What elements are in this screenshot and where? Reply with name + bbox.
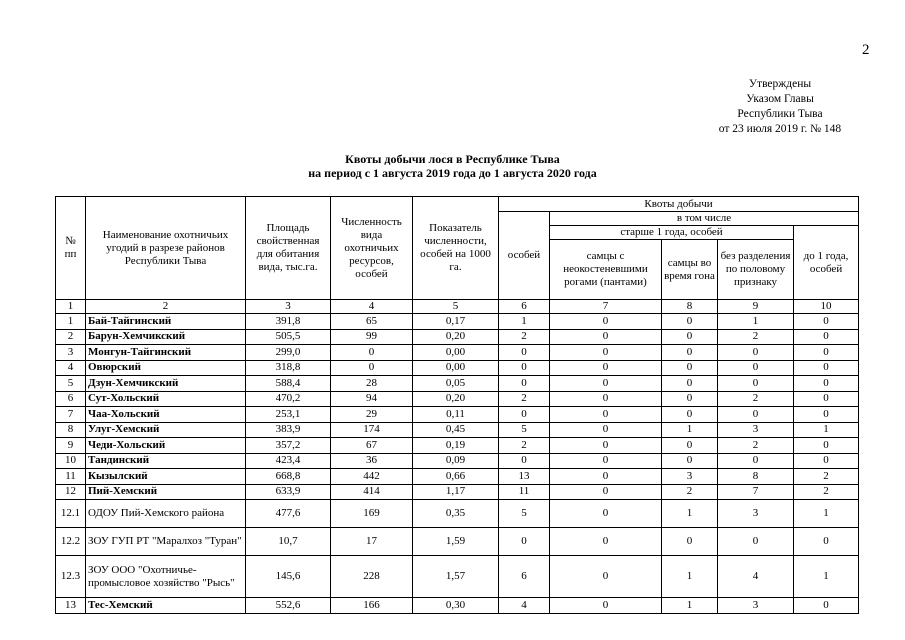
males-rut-cell: 0 bbox=[662, 360, 718, 376]
table-row bbox=[56, 438, 859, 454]
no-sex-cell: 4 bbox=[718, 556, 794, 598]
males-rut-cell: 3 bbox=[662, 469, 718, 485]
table-row bbox=[56, 329, 859, 345]
column-number: 4 bbox=[331, 300, 413, 314]
count-cell: 414 bbox=[331, 484, 413, 500]
males-antlers-cell: 0 bbox=[550, 528, 662, 556]
approval-date: от 23 июля 2019 г. № 148 bbox=[718, 123, 842, 135]
males-rut-cell: 1 bbox=[662, 500, 718, 528]
density-cell: 0,00 bbox=[413, 345, 499, 361]
under1-cell: 2 bbox=[794, 484, 859, 500]
no-sex-cell: 0 bbox=[718, 453, 794, 469]
individuals-cell: 5 bbox=[499, 422, 550, 438]
row-number: 12.1 bbox=[56, 500, 86, 528]
table-row bbox=[56, 407, 859, 423]
no-sex-cell: 3 bbox=[718, 598, 794, 614]
density-cell: 1,57 bbox=[413, 556, 499, 598]
count-cell: 65 bbox=[331, 314, 413, 330]
header-older: старше 1 года, особей bbox=[550, 226, 794, 240]
count-cell: 166 bbox=[331, 598, 413, 614]
row-number: 12.2 bbox=[56, 528, 86, 556]
district-name: Монгун-Тайгинский bbox=[86, 345, 246, 361]
district-name: ЗОУ ООО "Охотничье-промысловое хозяйство "Рысь" bbox=[86, 556, 246, 598]
males-antlers-cell: 0 bbox=[550, 484, 662, 500]
column-number-row bbox=[56, 300, 859, 314]
area-cell: 477,6 bbox=[246, 500, 331, 528]
column-number: 9 bbox=[718, 300, 794, 314]
density-cell: 0,66 bbox=[413, 469, 499, 485]
individuals-cell: 13 bbox=[499, 469, 550, 485]
count-cell: 94 bbox=[331, 391, 413, 407]
density-cell: 0,45 bbox=[413, 422, 499, 438]
no-sex-cell: 0 bbox=[718, 376, 794, 392]
district-name: Дзун-Хемчикский bbox=[86, 376, 246, 392]
table-row bbox=[56, 484, 859, 500]
density-cell: 0,17 bbox=[413, 314, 499, 330]
males-antlers-cell: 0 bbox=[550, 469, 662, 485]
individuals-cell: 0 bbox=[499, 360, 550, 376]
under1-cell: 2 bbox=[794, 469, 859, 485]
area-cell: 318,8 bbox=[246, 360, 331, 376]
males-rut-cell: 1 bbox=[662, 598, 718, 614]
district-name: Тандинский bbox=[86, 453, 246, 469]
column-number: 2 bbox=[86, 300, 246, 314]
table-row bbox=[56, 469, 859, 485]
density-cell: 0,09 bbox=[413, 453, 499, 469]
header-including: в том числе bbox=[550, 212, 859, 226]
males-antlers-cell: 0 bbox=[550, 314, 662, 330]
males-antlers-cell: 0 bbox=[550, 556, 662, 598]
column-number: 5 bbox=[413, 300, 499, 314]
individuals-cell: 11 bbox=[499, 484, 550, 500]
males-rut-cell: 0 bbox=[662, 329, 718, 345]
area-cell: 10,7 bbox=[246, 528, 331, 556]
under1-cell: 0 bbox=[794, 345, 859, 361]
district-name: ЗОУ ГУП РТ "Маралхоз "Туран" bbox=[86, 528, 246, 556]
area-cell: 253,1 bbox=[246, 407, 331, 423]
density-cell: 0,00 bbox=[413, 360, 499, 376]
males-antlers-cell: 0 bbox=[550, 391, 662, 407]
under1-cell: 0 bbox=[794, 528, 859, 556]
density-cell: 0,19 bbox=[413, 438, 499, 454]
males-antlers-cell: 0 bbox=[550, 345, 662, 361]
individuals-cell: 6 bbox=[499, 556, 550, 598]
individuals-cell: 2 bbox=[499, 438, 550, 454]
district-name: Чаа-Хольский bbox=[86, 407, 246, 423]
table-body bbox=[56, 300, 859, 614]
under1-cell: 0 bbox=[794, 329, 859, 345]
no-sex-cell: 2 bbox=[718, 438, 794, 454]
district-name: Чеди-Хольский bbox=[86, 438, 246, 454]
table-row bbox=[56, 360, 859, 376]
males-antlers-cell: 0 bbox=[550, 453, 662, 469]
header-individuals: особей bbox=[499, 212, 550, 300]
under1-cell: 0 bbox=[794, 376, 859, 392]
table-row bbox=[56, 598, 859, 614]
no-sex-cell: 0 bbox=[718, 407, 794, 423]
table-row bbox=[56, 376, 859, 392]
males-antlers-cell: 0 bbox=[550, 598, 662, 614]
under1-cell: 0 bbox=[794, 391, 859, 407]
individuals-cell: 0 bbox=[499, 528, 550, 556]
table-row bbox=[56, 345, 859, 361]
count-cell: 0 bbox=[331, 345, 413, 361]
under1-cell: 1 bbox=[794, 422, 859, 438]
individuals-cell: 0 bbox=[499, 407, 550, 423]
table-row bbox=[56, 556, 859, 598]
no-sex-cell: 0 bbox=[718, 528, 794, 556]
approval-stamp bbox=[700, 77, 860, 137]
area-cell: 145,6 bbox=[246, 556, 331, 598]
density-cell: 0,20 bbox=[413, 391, 499, 407]
district-name: Овюрский bbox=[86, 360, 246, 376]
district-name: Бай-Тайгинский bbox=[86, 314, 246, 330]
no-sex-cell: 2 bbox=[718, 391, 794, 407]
area-cell: 588,4 bbox=[246, 376, 331, 392]
document-title: Квоты добычи лося в Республике Тыва bbox=[345, 152, 560, 166]
males-antlers-cell: 0 bbox=[550, 500, 662, 528]
page-number: 2 bbox=[862, 42, 870, 58]
count-cell: 442 bbox=[331, 469, 413, 485]
district-name: Сут-Хольский bbox=[86, 391, 246, 407]
no-sex-cell: 7 bbox=[718, 484, 794, 500]
header-area: Площадь свойственная для обитания вида, тыс.га. bbox=[246, 197, 331, 300]
area-cell: 299,0 bbox=[246, 345, 331, 361]
males-rut-cell: 0 bbox=[662, 314, 718, 330]
table-row bbox=[56, 453, 859, 469]
under1-cell: 0 bbox=[794, 598, 859, 614]
under1-cell: 0 bbox=[794, 453, 859, 469]
under1-cell: 0 bbox=[794, 438, 859, 454]
under1-cell: 1 bbox=[794, 556, 859, 598]
no-sex-cell: 2 bbox=[718, 329, 794, 345]
males-antlers-cell: 0 bbox=[550, 376, 662, 392]
area-cell: 552,6 bbox=[246, 598, 331, 614]
column-number: 3 bbox=[246, 300, 331, 314]
column-number: 7 bbox=[550, 300, 662, 314]
header-under1: до 1 года, особей bbox=[794, 226, 859, 300]
males-rut-cell: 0 bbox=[662, 391, 718, 407]
count-cell: 228 bbox=[331, 556, 413, 598]
males-rut-cell: 2 bbox=[662, 484, 718, 500]
under1-cell: 1 bbox=[794, 500, 859, 528]
count-cell: 29 bbox=[331, 407, 413, 423]
no-sex-cell: 0 bbox=[718, 345, 794, 361]
header-males-antlers: самцы с неокостеневшими рогами (пантами) bbox=[550, 240, 662, 300]
count-cell: 99 bbox=[331, 329, 413, 345]
count-cell: 28 bbox=[331, 376, 413, 392]
density-cell: 1,59 bbox=[413, 528, 499, 556]
row-number: 6 bbox=[56, 391, 86, 407]
header-males-rut: самцы во время гона bbox=[662, 240, 718, 300]
males-rut-cell: 0 bbox=[662, 528, 718, 556]
approval-line: Утверждены bbox=[748, 78, 812, 90]
table-row bbox=[56, 391, 859, 407]
area-cell: 391,8 bbox=[246, 314, 331, 330]
district-name: ОДОУ Пий-Хемского района bbox=[86, 500, 246, 528]
row-number: 5 bbox=[56, 376, 86, 392]
area-cell: 383,9 bbox=[246, 422, 331, 438]
approval-line: Республики Тыва bbox=[737, 108, 823, 120]
area-cell: 505,5 bbox=[246, 329, 331, 345]
area-cell: 668,8 bbox=[246, 469, 331, 485]
count-cell: 36 bbox=[331, 453, 413, 469]
individuals-cell: 5 bbox=[499, 500, 550, 528]
individuals-cell: 0 bbox=[499, 345, 550, 361]
row-number: 12.3 bbox=[56, 556, 86, 598]
males-rut-cell: 0 bbox=[662, 407, 718, 423]
column-number: 10 bbox=[794, 300, 859, 314]
header-no-sex: без разделения по половому признаку bbox=[718, 240, 794, 300]
individuals-cell: 0 bbox=[499, 376, 550, 392]
no-sex-cell: 0 bbox=[718, 360, 794, 376]
area-cell: 633,9 bbox=[246, 484, 331, 500]
approval-line: Указом Главы bbox=[746, 93, 814, 105]
density-cell: 0,05 bbox=[413, 376, 499, 392]
table-header bbox=[56, 197, 859, 300]
males-antlers-cell: 0 bbox=[550, 422, 662, 438]
table-row bbox=[56, 528, 859, 556]
header-density: Показатель численности, особей на 1000 га. bbox=[413, 197, 499, 300]
area-cell: 357,2 bbox=[246, 438, 331, 454]
individuals-cell: 2 bbox=[499, 329, 550, 345]
row-number: 4 bbox=[56, 360, 86, 376]
table-row bbox=[56, 500, 859, 528]
under1-cell: 0 bbox=[794, 360, 859, 376]
table-row bbox=[56, 422, 859, 438]
district-name: Кызылский bbox=[86, 469, 246, 485]
district-name: Улуг-Хемский bbox=[86, 422, 246, 438]
no-sex-cell: 3 bbox=[718, 422, 794, 438]
row-number: 11 bbox=[56, 469, 86, 485]
row-number: 1 bbox=[56, 314, 86, 330]
count-cell: 174 bbox=[331, 422, 413, 438]
individuals-cell: 4 bbox=[499, 598, 550, 614]
males-antlers-cell: 0 bbox=[550, 407, 662, 423]
area-cell: 423,4 bbox=[246, 453, 331, 469]
column-number: 8 bbox=[662, 300, 718, 314]
row-number: 13 bbox=[56, 598, 86, 614]
males-rut-cell: 0 bbox=[662, 453, 718, 469]
no-sex-cell: 3 bbox=[718, 500, 794, 528]
header-quotas: Квоты добычи bbox=[499, 197, 859, 212]
row-number: 3 bbox=[56, 345, 86, 361]
district-name: Тес-Хемский bbox=[86, 598, 246, 614]
count-cell: 17 bbox=[331, 528, 413, 556]
no-sex-cell: 8 bbox=[718, 469, 794, 485]
count-cell: 169 bbox=[331, 500, 413, 528]
row-number: 8 bbox=[56, 422, 86, 438]
males-antlers-cell: 0 bbox=[550, 329, 662, 345]
row-number: 9 bbox=[56, 438, 86, 454]
density-cell: 0,20 bbox=[413, 329, 499, 345]
individuals-cell: 0 bbox=[499, 453, 550, 469]
males-rut-cell: 0 bbox=[662, 376, 718, 392]
under1-cell: 0 bbox=[794, 314, 859, 330]
row-number: 10 bbox=[56, 453, 86, 469]
row-number: 12 bbox=[56, 484, 86, 500]
density-cell: 1,17 bbox=[413, 484, 499, 500]
males-rut-cell: 0 bbox=[662, 345, 718, 361]
density-cell: 0,35 bbox=[413, 500, 499, 528]
density-cell: 0,30 bbox=[413, 598, 499, 614]
males-antlers-cell: 0 bbox=[550, 360, 662, 376]
individuals-cell: 2 bbox=[499, 391, 550, 407]
males-rut-cell: 1 bbox=[662, 422, 718, 438]
males-rut-cell: 0 bbox=[662, 438, 718, 454]
quota-table bbox=[55, 196, 859, 614]
under1-cell: 0 bbox=[794, 407, 859, 423]
males-rut-cell: 1 bbox=[662, 556, 718, 598]
header-nn: № пп bbox=[56, 197, 86, 300]
males-antlers-cell: 0 bbox=[550, 438, 662, 454]
individuals-cell: 1 bbox=[499, 314, 550, 330]
density-cell: 0,11 bbox=[413, 407, 499, 423]
header-count: Численность вида охотничьих ресурсов, особей bbox=[331, 197, 413, 300]
header-name: Наименование охотничьих угодий в разрезе районов Республики Тыва bbox=[86, 197, 246, 300]
count-cell: 0 bbox=[331, 360, 413, 376]
district-name: Пий-Хемский bbox=[86, 484, 246, 500]
district-name: Барун-Хемчикский bbox=[86, 329, 246, 345]
row-number: 7 bbox=[56, 407, 86, 423]
row-number: 2 bbox=[56, 329, 86, 345]
column-number: 1 bbox=[56, 300, 86, 314]
count-cell: 67 bbox=[331, 438, 413, 454]
no-sex-cell: 1 bbox=[718, 314, 794, 330]
table-row bbox=[56, 314, 859, 330]
column-number: 6 bbox=[499, 300, 550, 314]
area-cell: 470,2 bbox=[246, 391, 331, 407]
document-subtitle: на период с 1 августа 2019 года до 1 августа 2020 года bbox=[308, 166, 597, 180]
